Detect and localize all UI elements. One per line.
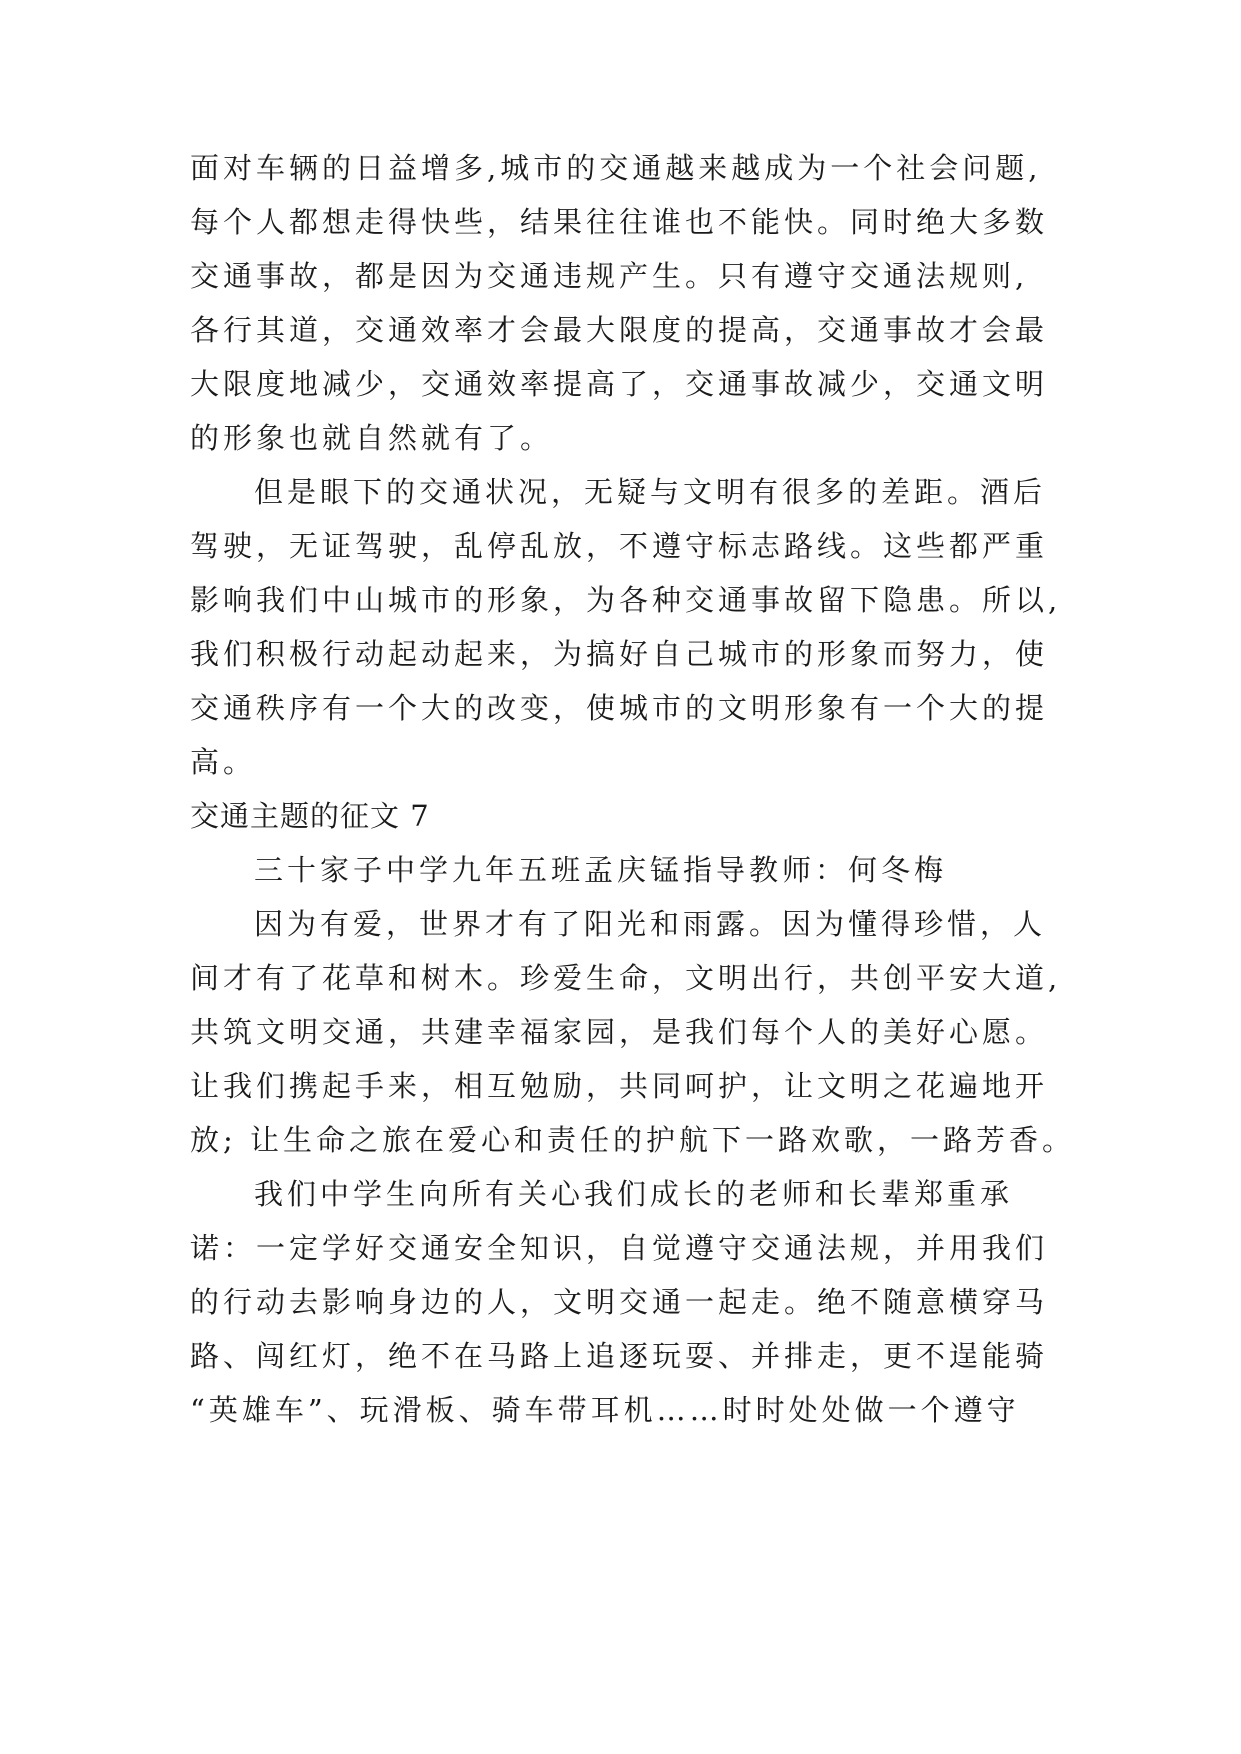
text-line: 各行其道，交通效率才会最大限度的提高，交通事故才会最 <box>190 313 1049 347</box>
text-line: 让我们携起手来，相互勉励，共同呵护，让文明之花遍地开 <box>190 1069 1049 1103</box>
text-line: 放; 让生命之旅在爱心和责任的护航下一路欢歌，一路芳香。 <box>190 1123 1075 1157</box>
paragraph-start-line: 但是眼下的交通状况，无疑与文明有很多的差距。酒后 <box>254 475 1047 509</box>
text-line: 我们积极行动起动起来，为搞好自己城市的形象而努力，使 <box>190 637 1049 671</box>
text-line: 交通事故，都是因为交通违规产生。只有遵守交通法规则, <box>190 259 1029 293</box>
section-heading: 交通主题的征文 7 <box>190 799 430 833</box>
text-line: 每个人都想走得快些，结果往往谁也不能快。同时绝大多数 <box>190 205 1049 239</box>
paragraph-start-line: 我们中学生向所有关心我们成长的老师和长辈郑重承 <box>254 1177 1014 1211</box>
text-line: 驾驶，无证驾驶，乱停乱放，不遵守标志路线。这些都严重 <box>190 529 1049 563</box>
text-line: 路、闯红灯，绝不在马路上追逐玩耍、并排走，更不逞能骑 <box>190 1339 1049 1373</box>
text-line: 交通秩序有一个大的改变，使城市的文明形象有一个大的提 <box>190 691 1049 725</box>
text-line: “英雄车”、玩滑板、骑车带耳机……时时处处做一个遵守 <box>190 1393 1020 1427</box>
text-line: 诺：一定学好交通安全知识，自觉遵守交通法规，并用我们 <box>190 1231 1049 1265</box>
text-line: 的行动去影响身边的人，文明交通一起走。绝不随意横穿马 <box>190 1285 1049 1319</box>
text-line: 间才有了花草和树木。珍爱生命，文明出行，共创平安大道, <box>190 961 1062 995</box>
text-line: 的形象也就自然就有了。 <box>190 421 554 455</box>
author-line: 三十家子中学九年五班孟庆锰指导教师：何冬梅 <box>254 853 948 887</box>
text-line: 高。 <box>190 745 257 779</box>
text-line: 共筑文明交通，共建幸福家园，是我们每个人的美好心愿。 <box>190 1015 1049 1049</box>
text-line: 影响我们中山城市的形象，为各种交通事故留下隐患。所以, <box>190 583 1062 617</box>
text-line: 面对车辆的日益增多,城市的交通越来越成为一个社会问题, <box>190 151 1042 185</box>
paragraph-start-line: 因为有爱，世界才有了阳光和雨露。因为懂得珍惜，人 <box>254 907 1047 941</box>
text-line: 大限度地减少，交通效率提高了，交通事故减少，交通文明 <box>190 367 1049 401</box>
